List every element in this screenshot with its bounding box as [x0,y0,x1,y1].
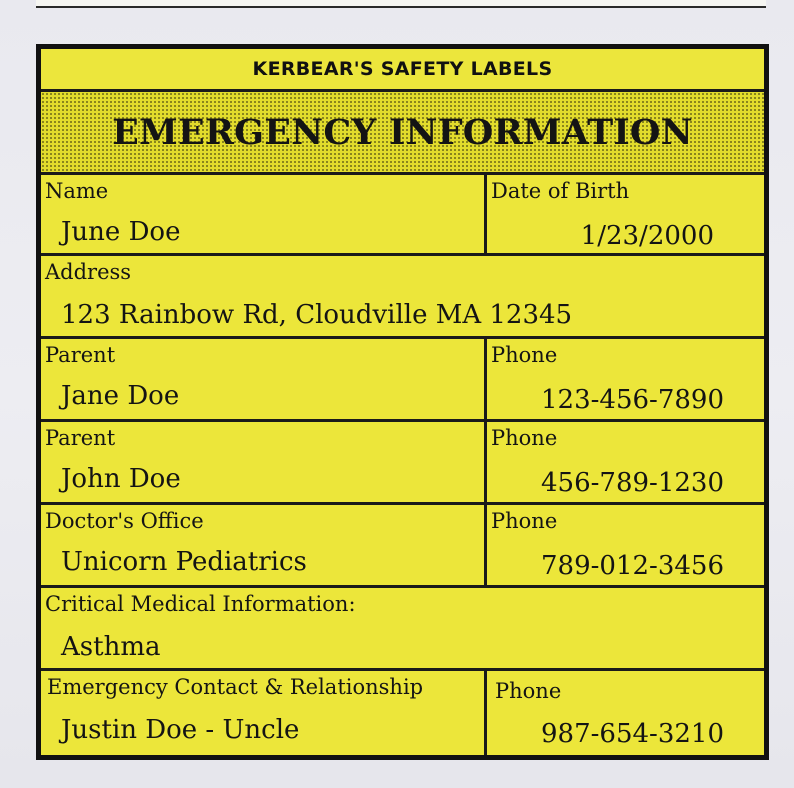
medical-cell [41,588,764,668]
doctor-cell [41,505,484,585]
emergency-phone-label: Phone [495,679,562,703]
doctor-phone-label: Phone [491,509,558,533]
medical-value: Asthma [61,632,161,662]
doctor-value: Unicorn Pediatrics [61,547,307,577]
emergency-contact-value: Justin Doe - Uncle [61,715,300,745]
address-cell [41,256,764,336]
adjacent-label-edge [36,0,766,8]
parent2-label: Parent [45,426,116,450]
emergency-contact-label: Emergency Contact & Relationship [47,675,424,699]
parent2-phone-value: 456-789-1230 [541,468,724,498]
parent2-cell [41,422,484,502]
brand-name: KERBEAR'S SAFETY LABELS [252,58,553,80]
address-value: 123 Rainbow Rd, Cloudville MA 12345 [61,300,573,330]
parent1-phone-cell [487,339,764,419]
parent2-phone-cell [487,422,764,502]
dob-value: 1/23/2000 [580,221,714,251]
address-label: Address [45,260,132,284]
page-title: EMERGENCY INFORMATION [112,111,693,153]
doctor-phone-value: 789-012-3456 [541,551,724,581]
name-label: Name [45,179,109,203]
dob-cell [487,175,764,253]
brand-header [41,49,764,89]
parent1-phone-value: 123-456-7890 [541,385,724,415]
medical-label: Critical Medical Information: [45,592,356,616]
name-value: June Doe [61,217,181,247]
label-grid [41,49,764,755]
emergency-info-label [36,44,769,760]
emergency-contact-cell [41,671,484,755]
parent1-label: Parent [45,343,116,367]
parent2-value: John Doe [61,464,181,494]
emergency-phone-cell [487,671,764,755]
name-cell [41,175,484,253]
dob-label: Date of Birth [491,179,630,203]
parent1-phone-label: Phone [491,343,558,367]
parent2-phone-label: Phone [491,426,558,450]
doctor-phone-cell [487,505,764,585]
parent1-value: Jane Doe [61,381,180,411]
parent1-cell [41,339,484,419]
emergency-phone-value: 987-654-3210 [541,719,724,749]
title-banner [41,92,764,172]
doctor-label: Doctor's Office [45,509,204,533]
